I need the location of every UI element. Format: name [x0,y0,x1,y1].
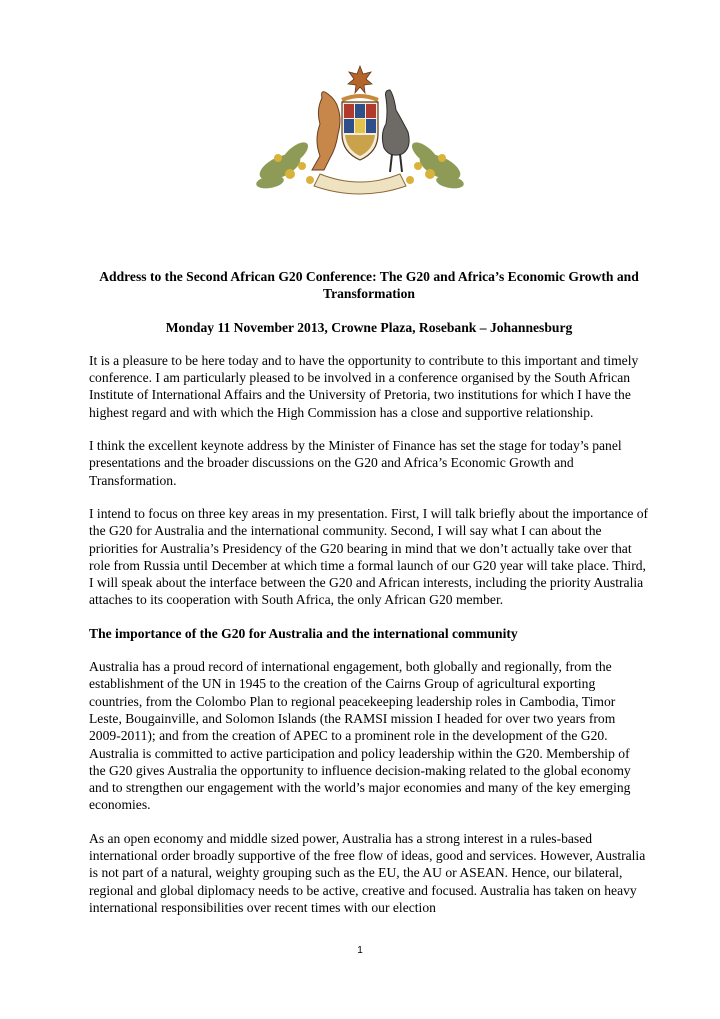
paragraph: Australia has a proud record of international engagement, both globally and regionally, from the establishment of the UN in 1945 to the creation of the Cairns Group of agricultural exporting countries, from the Colombo Plan to regional peacekeeping leadership roles in Cambodia, Timor Leste, Bougainville, and Solomon Islands (the RAMSI mission I headed for over two years from 2009-2011); and from the creation of APEC to a prominent role in the development of the G20. Australia is committed to active participation and policy leadership within the G20. Membership of the G20 gives Australia the opportunity to influence decision-making related to the global economy and to strengthen our engagement with the world’s major economies and many of the key emerging economies. [89,659,631,813]
paragraph: As an open economy and middle sized power, Australia has a strong interest in a rules-based international order broadly supportive of the free flow of ideas, good and services. However, Australia is not part of a natural, weighty grouping such as the EU, the AU or ASEAN. Hence, our bilateral, regional and global diplomacy needs to be active, creative and focused. Australia has taken on heavy international responsibilities over recent times with our election [89,830,646,915]
document-body [89,268,649,916]
section-heading: The importance of the G20 for Australia and the international community [89,625,518,641]
paragraph: I think the excellent keynote address by the Minister of Finance has set the stage for today’s panel presentations and the broader discussions on the G20 and Africa’s Economic Growth and Transformation. [89,438,622,488]
document-title: Address to the Second African G20 Conference: The G20 and Africa’s Economic Growth and Transformation [99,269,639,302]
date-and-venue: Monday 11 November 2013, Crowne Plaza, Rosebank – Johannesburg [165,319,573,335]
paragraph: It is a pleasure to be here today and to have the opportunity to contribute to this important and timely conference. I am particularly pleased to be involved in a conference organised by the South African Institute of International Affairs and the University of Pretoria, two institutions for which I have the highest regard and with which the High Commission has a close and supportive relationship. [89,352,639,420]
paragraph: I intend to focus on three key areas in my presentation. First, I will talk briefly about the importance of the G20 for Australia and the international community. Second, I will say what I can about the priorities for Australia’s Presidency of the G20 bearing in mind that we don’t actually take over that role from Russia until December at which time a formal launch of our G20 year will take place. Third, I will speak about the interface between the G20 and African interests, including the priority Australia attaches to its cooperation with South Africa, the only African G20 member. [89,505,649,608]
australian-coat-of-arms-image [250,62,470,202]
page-number: 1 [357,945,363,956]
